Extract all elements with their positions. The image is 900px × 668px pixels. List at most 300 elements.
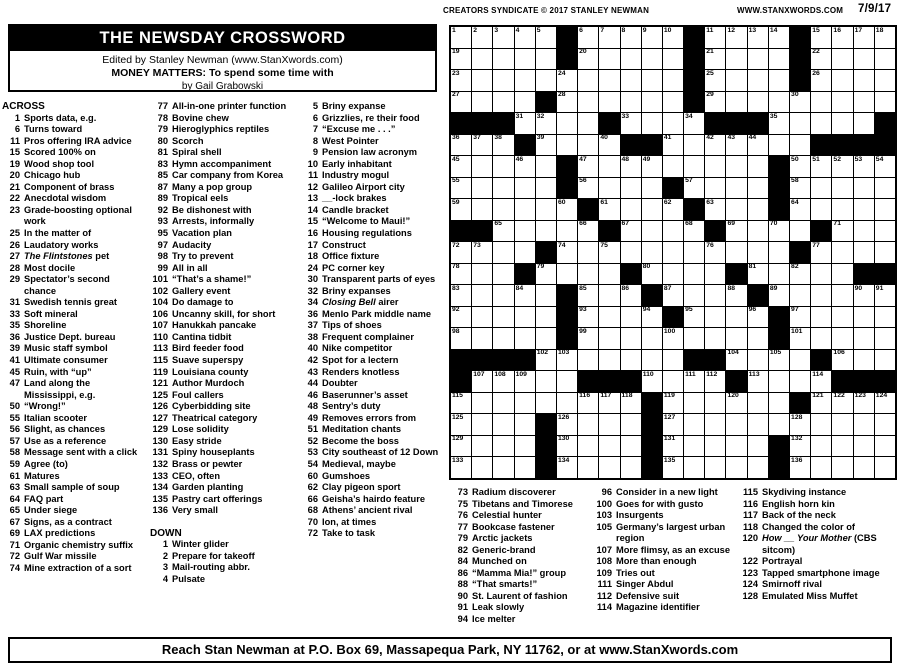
grid-cell[interactable] — [705, 199, 725, 220]
grid-cell[interactable] — [790, 92, 810, 113]
grid-cell[interactable] — [642, 350, 662, 371]
grid-cell[interactable] — [536, 264, 556, 285]
grid-cell[interactable] — [493, 457, 513, 478]
grid-cell[interactable] — [451, 199, 471, 220]
grid-cell[interactable] — [748, 49, 768, 70]
grid-cell[interactable] — [621, 49, 641, 70]
grid-cell[interactable] — [599, 156, 619, 177]
grid-cell[interactable] — [493, 285, 513, 306]
grid-cell[interactable] — [536, 70, 556, 91]
grid-cell[interactable] — [642, 371, 662, 392]
grid-cell[interactable] — [663, 27, 683, 48]
grid-cell[interactable] — [663, 156, 683, 177]
grid-cell[interactable] — [854, 457, 874, 478]
grid-cell[interactable] — [493, 92, 513, 113]
grid-cell[interactable] — [451, 92, 471, 113]
grid-cell[interactable] — [578, 307, 598, 328]
grid-cell[interactable] — [578, 350, 598, 371]
grid-cell[interactable] — [705, 242, 725, 263]
grid-cell[interactable] — [875, 414, 895, 435]
grid-cell[interactable] — [769, 221, 789, 242]
grid-cell[interactable] — [578, 242, 598, 263]
grid-cell[interactable] — [811, 156, 831, 177]
grid-cell[interactable] — [493, 328, 513, 349]
grid-cell[interactable] — [726, 242, 746, 263]
grid-cell[interactable] — [599, 70, 619, 91]
grid-cell[interactable] — [493, 49, 513, 70]
grid-cell[interactable] — [578, 393, 598, 414]
grid-cell[interactable] — [854, 414, 874, 435]
grid-cell[interactable] — [557, 371, 577, 392]
grid-cell[interactable] — [748, 457, 768, 478]
grid-cell[interactable] — [663, 92, 683, 113]
grid-cell[interactable] — [663, 264, 683, 285]
grid-cell[interactable] — [705, 307, 725, 328]
grid-cell[interactable] — [875, 27, 895, 48]
grid-cell[interactable] — [536, 328, 556, 349]
grid-cell[interactable] — [811, 264, 831, 285]
grid-cell[interactable] — [493, 221, 513, 242]
grid-cell[interactable] — [748, 393, 768, 414]
grid-cell[interactable] — [642, 242, 662, 263]
grid-cell[interactable] — [769, 113, 789, 134]
grid-cell[interactable] — [663, 221, 683, 242]
grid-cell[interactable] — [832, 92, 852, 113]
grid-cell[interactable] — [515, 328, 535, 349]
grid-cell[interactable] — [621, 92, 641, 113]
grid-cell[interactable] — [748, 221, 768, 242]
grid-cell[interactable] — [515, 92, 535, 113]
grid-cell[interactable] — [515, 242, 535, 263]
grid-cell[interactable] — [663, 113, 683, 134]
grid-cell[interactable] — [493, 178, 513, 199]
grid-cell[interactable] — [451, 27, 471, 48]
grid-cell[interactable] — [790, 457, 810, 478]
grid-cell[interactable] — [875, 285, 895, 306]
grid-cell[interactable] — [811, 371, 831, 392]
grid-cell[interactable] — [578, 221, 598, 242]
grid-cell[interactable] — [769, 242, 789, 263]
grid-cell[interactable] — [790, 199, 810, 220]
grid-cell[interactable] — [599, 264, 619, 285]
grid-cell[interactable] — [684, 221, 704, 242]
grid-cell[interactable] — [599, 328, 619, 349]
grid-cell[interactable] — [642, 70, 662, 91]
grid-cell[interactable] — [663, 457, 683, 478]
grid-cell[interactable] — [684, 113, 704, 134]
grid-cell[interactable] — [472, 49, 492, 70]
grid-cell[interactable] — [472, 242, 492, 263]
grid-cell[interactable] — [621, 307, 641, 328]
grid-cell[interactable] — [748, 328, 768, 349]
grid-cell[interactable] — [705, 371, 725, 392]
grid-cell[interactable] — [748, 350, 768, 371]
grid-cell[interactable] — [854, 156, 874, 177]
grid-cell[interactable] — [854, 436, 874, 457]
grid-cell[interactable] — [472, 328, 492, 349]
grid-cell[interactable] — [663, 135, 683, 156]
grid-cell[interactable] — [790, 156, 810, 177]
grid-cell[interactable] — [472, 70, 492, 91]
grid-cell[interactable] — [472, 264, 492, 285]
grid-cell[interactable] — [726, 350, 746, 371]
grid-cell[interactable] — [557, 70, 577, 91]
grid-cell[interactable] — [536, 199, 556, 220]
grid-cell[interactable] — [663, 393, 683, 414]
grid-cell[interactable] — [790, 371, 810, 392]
grid-cell[interactable] — [811, 27, 831, 48]
grid-cell[interactable] — [515, 307, 535, 328]
grid-cell[interactable] — [705, 156, 725, 177]
grid-cell[interactable] — [642, 307, 662, 328]
grid-cell[interactable] — [832, 307, 852, 328]
grid-cell[interactable] — [515, 113, 535, 134]
grid-cell[interactable] — [769, 135, 789, 156]
grid-cell[interactable] — [705, 457, 725, 478]
grid-cell[interactable] — [769, 70, 789, 91]
grid-cell[interactable] — [705, 285, 725, 306]
grid-cell[interactable] — [599, 92, 619, 113]
grid-cell[interactable] — [578, 285, 598, 306]
grid-cell[interactable] — [451, 135, 471, 156]
grid-cell[interactable] — [854, 92, 874, 113]
grid-cell[interactable] — [875, 199, 895, 220]
grid-cell[interactable] — [621, 27, 641, 48]
grid-cell[interactable] — [515, 178, 535, 199]
grid-cell[interactable] — [599, 178, 619, 199]
grid-cell[interactable] — [684, 135, 704, 156]
grid-cell[interactable] — [493, 414, 513, 435]
grid-cell[interactable] — [642, 27, 662, 48]
grid-cell[interactable] — [705, 70, 725, 91]
grid-cell[interactable] — [472, 436, 492, 457]
grid-cell[interactable] — [472, 178, 492, 199]
grid-cell[interactable] — [621, 156, 641, 177]
grid-cell[interactable] — [875, 328, 895, 349]
grid-cell[interactable] — [578, 113, 598, 134]
grid-cell[interactable] — [790, 414, 810, 435]
grid-cell[interactable] — [875, 350, 895, 371]
grid-cell[interactable] — [769, 393, 789, 414]
grid-cell[interactable] — [748, 156, 768, 177]
grid-cell[interactable] — [811, 307, 831, 328]
grid-cell[interactable] — [472, 27, 492, 48]
grid-cell[interactable] — [493, 199, 513, 220]
grid-cell[interactable] — [515, 393, 535, 414]
grid-cell[interactable] — [472, 393, 492, 414]
grid-cell[interactable] — [790, 307, 810, 328]
grid-cell[interactable] — [790, 285, 810, 306]
grid-cell[interactable] — [642, 328, 662, 349]
grid-cell[interactable] — [642, 156, 662, 177]
grid-cell[interactable] — [684, 178, 704, 199]
grid-cell[interactable] — [621, 199, 641, 220]
grid-cell[interactable] — [726, 393, 746, 414]
grid-cell[interactable] — [684, 242, 704, 263]
grid-cell[interactable] — [493, 135, 513, 156]
grid-cell[interactable] — [557, 242, 577, 263]
grid-cell[interactable] — [663, 242, 683, 263]
grid-cell[interactable] — [705, 328, 725, 349]
grid-cell[interactable] — [832, 156, 852, 177]
grid-cell[interactable] — [557, 199, 577, 220]
grid-cell[interactable] — [642, 92, 662, 113]
grid-cell[interactable] — [769, 264, 789, 285]
grid-cell[interactable] — [726, 328, 746, 349]
grid-cell[interactable] — [726, 414, 746, 435]
grid-cell[interactable] — [875, 457, 895, 478]
grid-cell[interactable] — [726, 27, 746, 48]
grid-cell[interactable] — [684, 371, 704, 392]
grid-cell[interactable] — [536, 371, 556, 392]
grid-cell[interactable] — [557, 436, 577, 457]
grid-cell[interactable] — [705, 92, 725, 113]
grid-cell[interactable] — [493, 307, 513, 328]
grid-cell[interactable] — [578, 70, 598, 91]
grid-cell[interactable] — [557, 221, 577, 242]
grid-cell[interactable] — [811, 393, 831, 414]
grid-cell[interactable] — [451, 285, 471, 306]
grid-cell[interactable] — [748, 27, 768, 48]
grid-cell[interactable] — [663, 285, 683, 306]
grid-cell[interactable] — [493, 393, 513, 414]
grid-cell[interactable] — [536, 49, 556, 70]
grid-cell[interactable] — [493, 70, 513, 91]
grid-cell[interactable] — [599, 414, 619, 435]
grid-cell[interactable] — [832, 70, 852, 91]
grid-cell[interactable] — [621, 350, 641, 371]
grid-cell[interactable] — [621, 221, 641, 242]
grid-cell[interactable] — [684, 285, 704, 306]
grid-cell[interactable] — [621, 457, 641, 478]
grid-cell[interactable] — [832, 242, 852, 263]
grid-cell[interactable] — [726, 92, 746, 113]
grid-cell[interactable] — [854, 27, 874, 48]
grid-cell[interactable] — [642, 221, 662, 242]
grid-cell[interactable] — [832, 178, 852, 199]
grid-cell[interactable] — [832, 49, 852, 70]
grid-cell[interactable] — [451, 156, 471, 177]
grid-cell[interactable] — [790, 350, 810, 371]
grid-cell[interactable] — [811, 436, 831, 457]
grid-cell[interactable] — [536, 178, 556, 199]
grid-cell[interactable] — [726, 178, 746, 199]
grid-cell[interactable] — [642, 264, 662, 285]
grid-cell[interactable] — [832, 350, 852, 371]
grid-cell[interactable] — [748, 414, 768, 435]
grid-cell[interactable] — [557, 414, 577, 435]
grid-cell[interactable] — [854, 70, 874, 91]
grid-cell[interactable] — [684, 457, 704, 478]
grid-cell[interactable] — [811, 199, 831, 220]
grid-cell[interactable] — [599, 457, 619, 478]
grid-cell[interactable] — [515, 70, 535, 91]
grid-cell[interactable] — [578, 92, 598, 113]
grid-cell[interactable] — [790, 221, 810, 242]
grid-cell[interactable] — [769, 350, 789, 371]
grid-cell[interactable] — [684, 307, 704, 328]
grid-cell[interactable] — [621, 178, 641, 199]
grid-cell[interactable] — [515, 414, 535, 435]
grid-cell[interactable] — [854, 285, 874, 306]
grid-cell[interactable] — [705, 393, 725, 414]
grid-cell[interactable] — [578, 135, 598, 156]
grid-cell[interactable] — [705, 178, 725, 199]
grid-cell[interactable] — [832, 113, 852, 134]
grid-cell[interactable] — [578, 178, 598, 199]
grid-cell[interactable] — [536, 350, 556, 371]
grid-cell[interactable] — [832, 414, 852, 435]
grid-cell[interactable] — [769, 285, 789, 306]
grid-cell[interactable] — [621, 414, 641, 435]
grid-cell[interactable] — [578, 264, 598, 285]
grid-cell[interactable] — [515, 285, 535, 306]
grid-cell[interactable] — [621, 393, 641, 414]
grid-cell[interactable] — [726, 436, 746, 457]
grid-cell[interactable] — [854, 178, 874, 199]
grid-cell[interactable] — [811, 242, 831, 263]
grid-cell[interactable] — [493, 371, 513, 392]
grid-cell[interactable] — [493, 27, 513, 48]
grid-cell[interactable] — [875, 156, 895, 177]
grid-cell[interactable] — [684, 414, 704, 435]
grid-cell[interactable] — [748, 199, 768, 220]
grid-cell[interactable] — [451, 457, 471, 478]
grid-cell[interactable] — [875, 436, 895, 457]
grid-cell[interactable] — [515, 156, 535, 177]
grid-cell[interactable] — [599, 350, 619, 371]
grid-cell[interactable] — [663, 371, 683, 392]
grid-cell[interactable] — [663, 350, 683, 371]
grid-cell[interactable] — [557, 113, 577, 134]
grid-cell[interactable] — [578, 414, 598, 435]
grid-cell[interactable] — [748, 436, 768, 457]
grid-cell[interactable] — [599, 393, 619, 414]
grid-cell[interactable] — [705, 264, 725, 285]
grid-cell[interactable] — [790, 113, 810, 134]
grid-cell[interactable] — [854, 199, 874, 220]
grid-cell[interactable] — [515, 221, 535, 242]
grid-cell[interactable] — [726, 156, 746, 177]
grid-cell[interactable] — [705, 49, 725, 70]
grid-cell[interactable] — [748, 242, 768, 263]
grid-cell[interactable] — [748, 70, 768, 91]
grid-cell[interactable] — [493, 264, 513, 285]
grid-cell[interactable] — [854, 113, 874, 134]
grid-cell[interactable] — [811, 92, 831, 113]
grid-cell[interactable] — [726, 307, 746, 328]
grid-cell[interactable] — [536, 285, 556, 306]
grid-cell[interactable] — [557, 350, 577, 371]
grid-cell[interactable] — [557, 92, 577, 113]
grid-cell[interactable] — [621, 70, 641, 91]
grid-cell[interactable] — [472, 285, 492, 306]
grid-cell[interactable] — [451, 414, 471, 435]
grid-cell[interactable] — [684, 328, 704, 349]
grid-cell[interactable] — [854, 328, 874, 349]
grid-cell[interactable] — [854, 49, 874, 70]
grid-cell[interactable] — [599, 49, 619, 70]
grid-cell[interactable] — [451, 264, 471, 285]
grid-cell[interactable] — [578, 49, 598, 70]
grid-cell[interactable] — [472, 199, 492, 220]
grid-cell[interactable] — [642, 199, 662, 220]
grid-cell[interactable] — [515, 49, 535, 70]
grid-cell[interactable] — [790, 178, 810, 199]
grid-cell[interactable] — [493, 156, 513, 177]
grid-cell[interactable] — [832, 199, 852, 220]
grid-cell[interactable] — [769, 414, 789, 435]
grid-cell[interactable] — [790, 264, 810, 285]
grid-cell[interactable] — [599, 285, 619, 306]
grid-cell[interactable] — [790, 436, 810, 457]
grid-cell[interactable] — [536, 135, 556, 156]
grid-cell[interactable] — [536, 156, 556, 177]
grid-cell[interactable] — [663, 49, 683, 70]
grid-cell[interactable] — [515, 457, 535, 478]
grid-cell[interactable] — [451, 49, 471, 70]
grid-cell[interactable] — [832, 264, 852, 285]
grid-cell[interactable] — [705, 27, 725, 48]
grid-cell[interactable] — [472, 414, 492, 435]
grid-cell[interactable] — [748, 135, 768, 156]
grid-cell[interactable] — [578, 27, 598, 48]
grid-cell[interactable] — [811, 457, 831, 478]
grid-cell[interactable] — [769, 27, 789, 48]
grid-cell[interactable] — [684, 264, 704, 285]
grid-cell[interactable] — [493, 436, 513, 457]
grid-cell[interactable] — [451, 328, 471, 349]
grid-cell[interactable] — [599, 242, 619, 263]
grid-cell[interactable] — [515, 27, 535, 48]
grid-cell[interactable] — [705, 436, 725, 457]
grid-cell[interactable] — [621, 285, 641, 306]
grid-cell[interactable] — [726, 221, 746, 242]
grid-cell[interactable] — [515, 199, 535, 220]
grid-cell[interactable] — [811, 414, 831, 435]
grid-cell[interactable] — [578, 156, 598, 177]
grid-cell[interactable] — [599, 27, 619, 48]
grid-cell[interactable] — [536, 393, 556, 414]
grid-cell[interactable] — [472, 457, 492, 478]
grid-cell[interactable] — [451, 393, 471, 414]
grid-cell[interactable] — [705, 414, 725, 435]
grid-cell[interactable] — [663, 328, 683, 349]
grid-cell[interactable] — [557, 135, 577, 156]
grid-cell[interactable] — [748, 264, 768, 285]
grid-cell[interactable] — [875, 221, 895, 242]
grid-cell[interactable] — [536, 27, 556, 48]
grid-cell[interactable] — [875, 393, 895, 414]
grid-cell[interactable] — [578, 328, 598, 349]
grid-cell[interactable] — [790, 135, 810, 156]
grid-cell[interactable] — [599, 135, 619, 156]
grid-cell[interactable] — [769, 92, 789, 113]
grid-cell[interactable] — [726, 285, 746, 306]
grid-cell[interactable] — [811, 113, 831, 134]
grid-cell[interactable] — [472, 156, 492, 177]
grid-cell[interactable] — [536, 113, 556, 134]
grid-cell[interactable] — [451, 70, 471, 91]
grid-cell[interactable] — [811, 285, 831, 306]
grid-cell[interactable] — [875, 178, 895, 199]
grid-cell[interactable] — [557, 393, 577, 414]
grid-cell[interactable] — [726, 135, 746, 156]
grid-cell[interactable] — [536, 307, 556, 328]
grid-cell[interactable] — [663, 199, 683, 220]
grid-cell[interactable] — [726, 49, 746, 70]
grid-cell[interactable] — [854, 350, 874, 371]
